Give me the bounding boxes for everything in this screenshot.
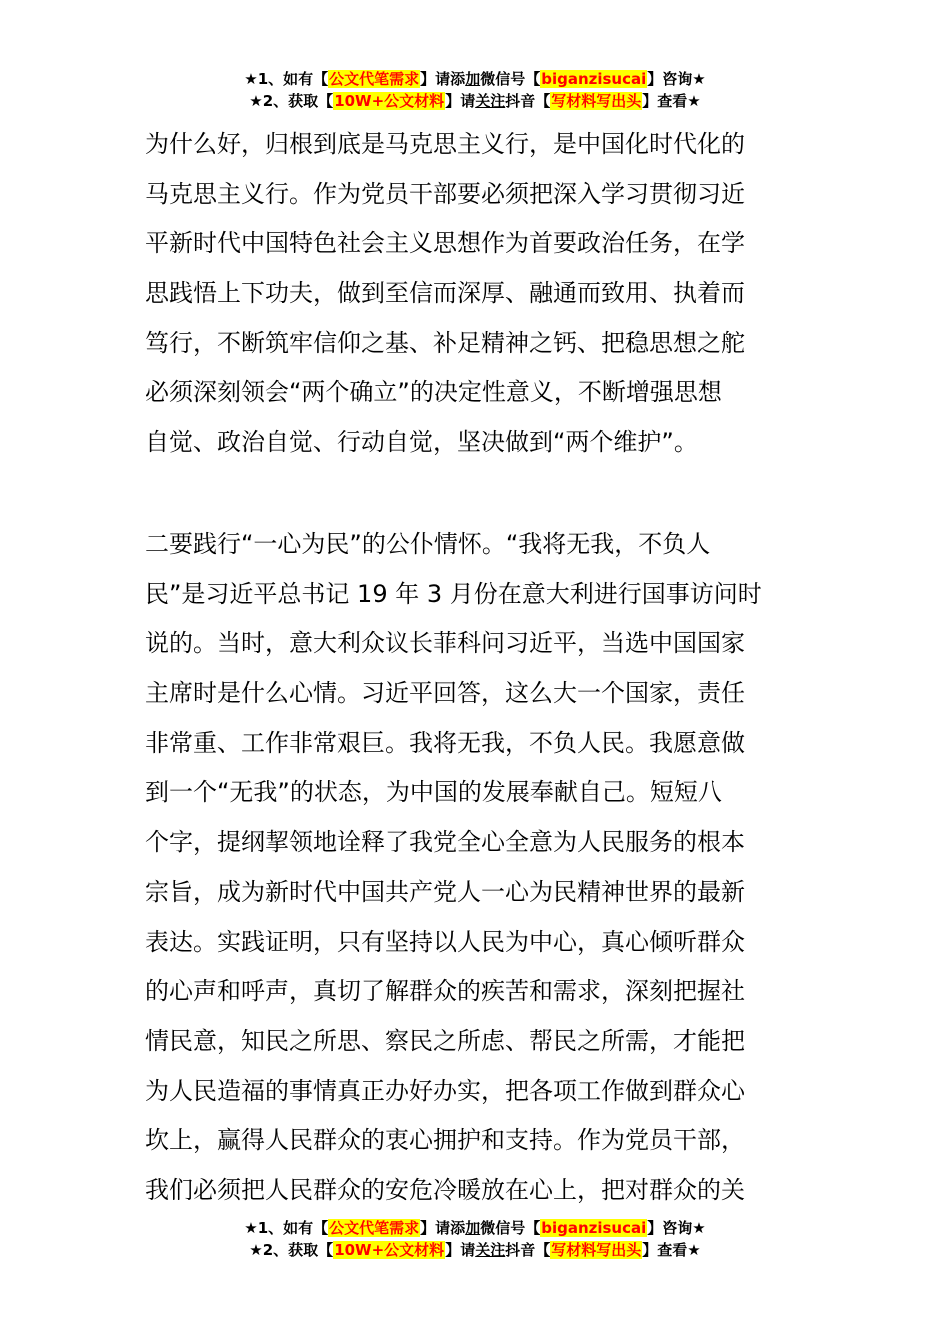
highlight-wechat-id: biganzisucai bbox=[541, 70, 647, 88]
promo-text-underlined: 加 bbox=[465, 1219, 481, 1237]
paragraph-line: 二要践行“一心为民”的公仆情怀。“我将无我，不负人 bbox=[145, 530, 711, 558]
promo-text: 】请 bbox=[445, 1241, 476, 1259]
paragraph-line: 非常重、工作非常艰巨。我将无我，不负人民。我愿意做 bbox=[145, 728, 745, 757]
promo-text: 】咨询★ bbox=[647, 70, 706, 88]
highlight-douyin-account: 写材料写出头 bbox=[551, 92, 642, 110]
paragraph-line: 主席时是什么心情。习近平回答，这么大一个国家，责任 bbox=[145, 679, 745, 708]
paragraph-line: 个字，提纲挈领地诠释了我党全心全意为人民服务的根本 bbox=[145, 828, 745, 857]
paragraph-line: 民”是习近平总书记 19 年 3 月份在意大利进行国事访问时 bbox=[145, 579, 762, 608]
paragraph-line: 的心声和呼声，真切了解群众的疾苦和需求，深刻把握社 bbox=[145, 977, 745, 1006]
promo-text: 】请 bbox=[445, 92, 476, 110]
header-promo-banner bbox=[0, 68, 950, 112]
footer-promo-banner bbox=[0, 1217, 950, 1261]
paragraph-line: 我们必须把人民群众的安危冷暖放在心上，把对群众的关 bbox=[145, 1175, 745, 1204]
promo-line-2 bbox=[0, 90, 950, 112]
promo-line-1 bbox=[0, 1217, 950, 1239]
promo-text-underlined: 关注 bbox=[475, 92, 506, 110]
promo-text-underlined: 加 bbox=[465, 70, 481, 88]
paragraph-line: 笃行，不断筑牢信仰之基、补足精神之钙、把稳思想之舵 bbox=[145, 328, 745, 357]
highlight-douyin-account: 写材料写出头 bbox=[551, 1241, 642, 1259]
highlight-materials: 10W+公文材料 bbox=[334, 1241, 445, 1259]
promo-text: 】查看★ bbox=[642, 1241, 701, 1259]
highlight-ghostwriting: 公文代笔需求 bbox=[329, 70, 420, 88]
paragraph-line: 说的。当时，意大利众议长菲科问习近平，当选中国国家 bbox=[145, 629, 745, 658]
promo-text: ★2、获取【 bbox=[249, 92, 334, 110]
promo-line-1 bbox=[0, 68, 950, 90]
promo-text: 】请添 bbox=[420, 1219, 466, 1237]
paragraph-line: 为什么好，归根到底是马克思主义行，是中国化时代化的 bbox=[145, 130, 745, 158]
promo-text-underlined: 关注 bbox=[475, 1241, 506, 1259]
paragraph-line: 自觉、政治自觉、行动自觉，坚决做到“两个维护”。 bbox=[145, 428, 698, 457]
paragraph-2 bbox=[145, 520, 810, 1216]
promo-text: ★2、获取【 bbox=[249, 1241, 334, 1259]
promo-text: 抖音【 bbox=[505, 1241, 551, 1259]
highlight-materials: 10W+公文材料 bbox=[334, 92, 445, 110]
paragraph-line: 马克思主义行。作为党员干部要必须把深入学习贯彻习近 bbox=[145, 179, 745, 208]
highlight-ghostwriting: 公文代笔需求 bbox=[329, 1219, 420, 1237]
promo-text: ★1、如有【 bbox=[244, 1219, 329, 1237]
paragraph-line: 必须深刻领会“两个确立”的决定性意义，不断增强思想 bbox=[145, 378, 722, 407]
promo-text: 】查看★ bbox=[642, 92, 701, 110]
paragraph-line: 宗旨，成为新时代中国共产党人一心为民精神世界的最新 bbox=[145, 877, 745, 906]
promo-text: 抖音【 bbox=[505, 92, 551, 110]
paragraph-line: 情民意，知民之所思、察民之所虑、帮民之所需，才能把 bbox=[145, 1026, 745, 1055]
paragraph-line: 表达。实践证明，只有坚持以人民为中心，真心倾听群众 bbox=[145, 927, 745, 956]
paragraph-line: 坎上，赢得人民群众的衷心拥护和支持。作为党员干部， bbox=[145, 1126, 745, 1155]
paragraph-1 bbox=[145, 120, 810, 468]
promo-text: ★1、如有【 bbox=[244, 70, 329, 88]
promo-line-2 bbox=[0, 1239, 950, 1261]
paragraph-line: 平新时代中国特色社会主义思想作为首要政治任务，在学 bbox=[145, 229, 745, 258]
promo-text: 微信号【 bbox=[480, 1219, 541, 1237]
promo-text: 微信号【 bbox=[480, 70, 541, 88]
paragraph-line: 思践悟上下功夫，做到至信而深厚、融通而致用、执着而 bbox=[145, 279, 745, 308]
paragraph-line: 为人民造福的事情真正办好办实，把各项工作做到群众心 bbox=[145, 1076, 745, 1105]
paragraph-line: 到一个“无我”的状态，为中国的发展奉献自己。短短八 bbox=[145, 778, 722, 807]
promo-text: 】请添 bbox=[420, 70, 466, 88]
highlight-wechat-id: biganzisucai bbox=[541, 1219, 647, 1237]
promo-text: 】咨询★ bbox=[647, 1219, 706, 1237]
